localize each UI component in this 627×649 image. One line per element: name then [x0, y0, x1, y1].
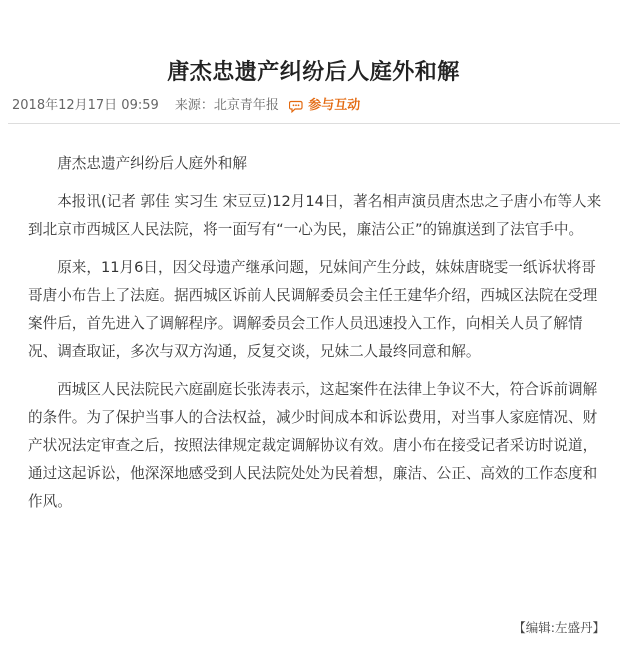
editor-credit: 【编辑:左盛丹】 [513, 620, 605, 635]
article-paragraph: 本报讯(记者 郭佳 实习生 宋豆豆)12月14日，著名相声演员唐杰忠之子唐小布等人来到北京市西城区人民法院，将一面写有“一心为民，廉洁公正”的锦旗送到了法官手中。 [28, 193, 602, 238]
article-meta [12, 96, 360, 116]
participate-interact-link[interactable]: 参与互动 [308, 98, 361, 113]
source-label: 来源：北京青年报 [174, 98, 279, 113]
article-paragraph: 唐杰忠遗产纠纷后人庭外和解 [57, 155, 247, 172]
header-divider [8, 123, 620, 124]
article-paragraph: 原来，11月6日，因父母遗产继承问题，兄妹间产生分歧，妹妹唐晓雯一纸诉状将哥哥唐小布告上了法庭。据西城区诉前人民调解委员会主任王建华介绍，西城区法院在受理案件后，首先进入了调解程序。调解委员会工作人员迅速投入工作，向相关人员了解情况、调查取证，多次与双方沟通，反复交谈，兄妹二人最终同意和解。 [28, 259, 598, 360]
article-paragraph: 西城区人民法院民六庭副庭长张涛表示，这起案件在法律上争议不大，符合诉前调解的条件。为了保护当事人的合法权益，减少时间成本和诉讼费用，对当事人家庭情况、财产状况法定审查之后，按照法律规定裁定调解协议有效。唐小布在接受记者采访时说道，通过这起诉讼，他深深地感受到人民法院处处为民着想，廉洁、公正、高效的工作态度和作风。 [28, 381, 598, 510]
article-body [28, 150, 608, 526]
publish-date: 2018年12月17日 09:59 [12, 98, 159, 113]
page-title: 唐杰忠遗产纠纷后人庭外和解 [167, 59, 460, 85]
chat-bubble-icon[interactable] [289, 99, 303, 113]
